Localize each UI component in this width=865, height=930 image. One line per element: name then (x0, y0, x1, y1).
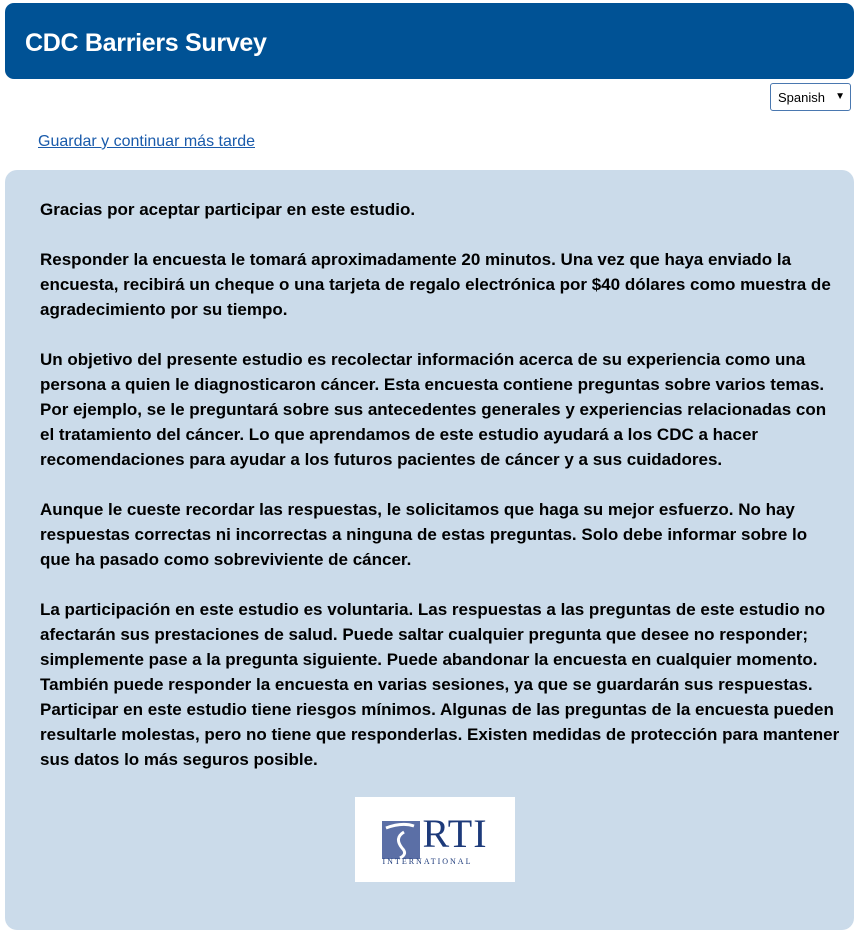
language-select-value: Spanish (778, 89, 825, 105)
intro-paragraph: La participación en este estudio es voluntaria. Las respuestas a las preguntas de este estudio no afectarán sus prestaciones de salud. Puede saltar cualquier pregunta que desee no responder; simplemente pase a la pregunta siguiente. Puede abandonar la encuesta en cualquier momento. También puede responder la encuesta en varias sesiones, ya que se guardarán sus respuestas. Participar en este estudio tiene riesgos mínimos. Algunas de las preguntas de la encuesta pueden resultarle molestas, pero no tiene que responderlas. Existen medidas de protección para mantener sus datos lo más seguros posible. (40, 600, 840, 769)
logo-sub-text: INTERNATIONAL (382, 856, 473, 866)
logo-main-text: RTI (422, 810, 488, 856)
intro-paragraph: Responder la encuesta le tomará aproximadamente 20 minutos. Una vez que haya enviado la encuesta, recibirá un cheque o una tarjeta de regalo electrónica por $40 dólares como muestra de agradecimiento por su tiempo. (40, 250, 831, 319)
header-banner (5, 3, 854, 79)
page-title: CDC Barriers Survey (25, 29, 267, 57)
intro-paragraph: Un objetivo del presente estudio es recolectar información acerca de su experiencia como una persona a quien le diagnosticaron cáncer. Esta encuesta contiene preguntas sobre varios temas. Por ejemplo, se le preguntará sobre sus antecedentes generales y experiencias relacionadas con el tratamiento del cáncer. Lo que aprendamos de este estudio ayudará a los CDC a hacer recomendaciones para ayudar a los futuros pacientes de cáncer y a sus cuidadores. (40, 350, 827, 469)
intro-paragraph: Aunque le cueste recordar las respuestas, le solicitamos que haga su mejor esfuerzo. No hay respuestas correctas ni incorrectas a ninguna de estas preguntas. Solo debe informar sobre lo que ha pasado como sobreviviente de cáncer. (40, 500, 808, 569)
intro-text (40, 197, 840, 772)
intro-paragraph: Gracias por aceptar participar en este estudio. (40, 200, 416, 219)
language-select[interactable] (770, 83, 851, 111)
intro-panel (5, 170, 854, 930)
save-and-continue-later-link[interactable]: Guardar y continuar más tarde (38, 133, 255, 150)
chevron-down-icon: ▼ (835, 91, 845, 102)
rti-mark-icon (382, 821, 420, 859)
rti-international-logo (355, 797, 515, 882)
